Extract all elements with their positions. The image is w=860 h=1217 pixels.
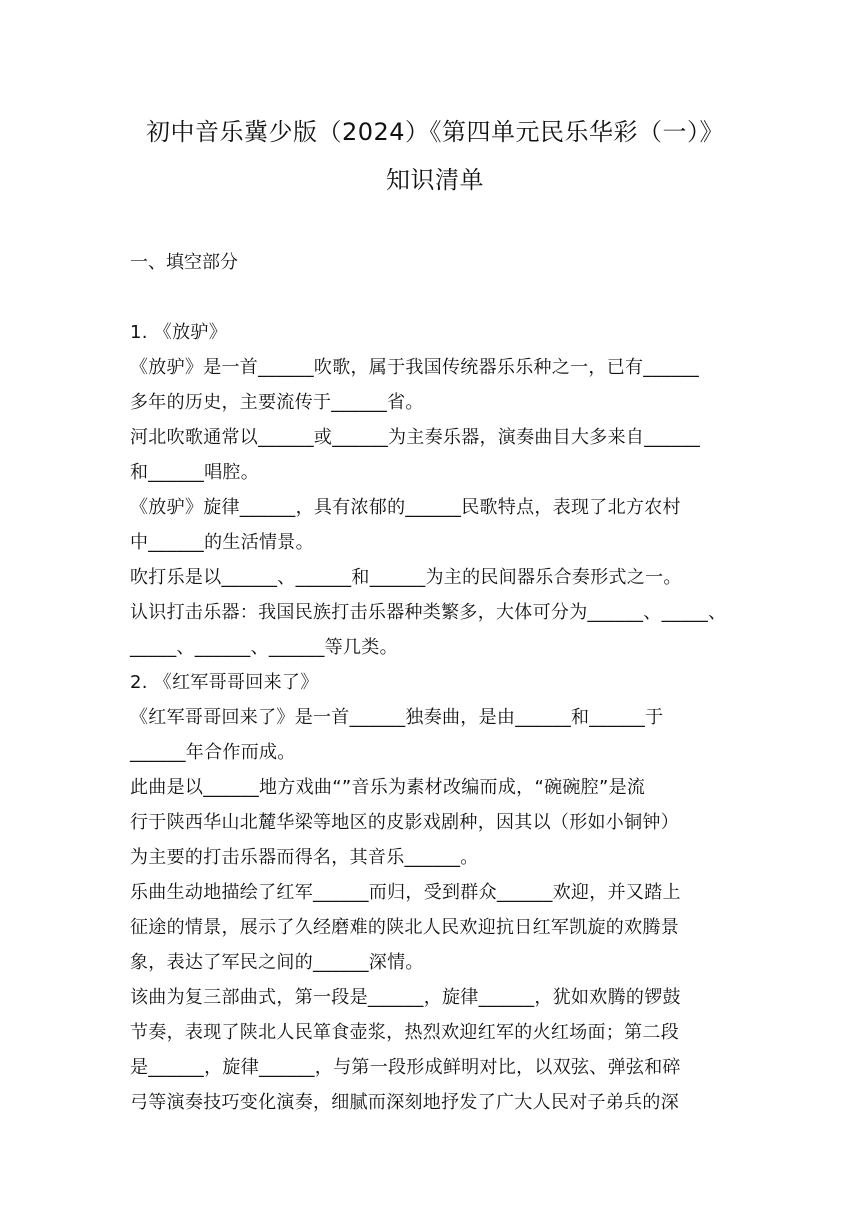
text-line: 《红军哥哥回来了》是一首______独奏曲，是由______和______于 <box>130 707 664 728</box>
text-line: 象，表达了军民之间的______深情。 <box>130 952 424 973</box>
text-line: 节奏，表现了陕北人民箪食壶浆，热烈欢迎红军的火红场面；第二段 <box>130 1022 679 1043</box>
text-line: 认识打击乐器：我国民族打击乐器种类繁多，大体可分为______、_____、 <box>130 602 727 623</box>
document-body <box>130 315 740 1120</box>
text-line: 行于陕西华山北麓华梁等地区的皮影戏剧种，因其以（形如小铜钟） <box>130 812 679 833</box>
text-line: 该曲为复三部曲式，第一段是______，旋律______，犹如欢腾的锣鼓 <box>130 987 681 1008</box>
text-line: 《放驴》旋律______，具有浓郁的______民歌特点，表现了北方农村 <box>130 497 681 518</box>
text-line: 乐曲生动地描绘了红军______而归，受到群众______欢迎，并又踏上 <box>130 882 681 903</box>
section-heading: 一、填空部分 <box>130 252 238 273</box>
text-line: 《放驴》是一首______吹歌，属于我国传统器乐乐种之一，已有______ <box>130 357 700 378</box>
title-line-2: 知识清单 <box>386 166 484 194</box>
document-title <box>130 0 740 204</box>
title-line-1: 初中音乐冀少版（2024）《第四单元民乐华彩（一）》 <box>145 118 725 146</box>
subsection-heading: 1. 《放驴》 <box>130 322 227 343</box>
subsection-heading: 2. 《红军哥哥回来了》 <box>130 672 319 693</box>
text-line: 和______唱腔。 <box>130 462 259 483</box>
text-line: 河北吹歌通常以______或______为主奏乐器，演奏曲目大多来自______ <box>130 427 700 448</box>
text-line: ______年合作而成。 <box>130 742 296 763</box>
text-line: 吹打乐是以______、______和______为主的民间器乐合奏形式之一。 <box>130 567 682 588</box>
text-line: 中______的生活情景。 <box>130 532 314 553</box>
text-line: 多年的历史，主要流传于______省。 <box>130 392 424 413</box>
text-line: _____、______、______等几类。 <box>130 637 398 658</box>
text-line: 征途的情景，展示了久经磨难的陕北人民欢迎抗日红军凯旋的欢腾景 <box>130 917 679 938</box>
text-line: 弓等演奏技巧变化演奏，细腻而深刻地抒发了广大人民对子弟兵的深 <box>130 1092 679 1113</box>
text-line: 此曲是以______地方戏曲“”音乐为素材改编而成，“碗碗腔”是流 <box>130 777 646 798</box>
text-line: 为主要的打击乐器而得名，其音乐______。 <box>130 847 479 868</box>
text-line: 是______，旋律______，与第一段形成鲜明对比，以双弦、弹弦和碎 <box>130 1057 681 1078</box>
